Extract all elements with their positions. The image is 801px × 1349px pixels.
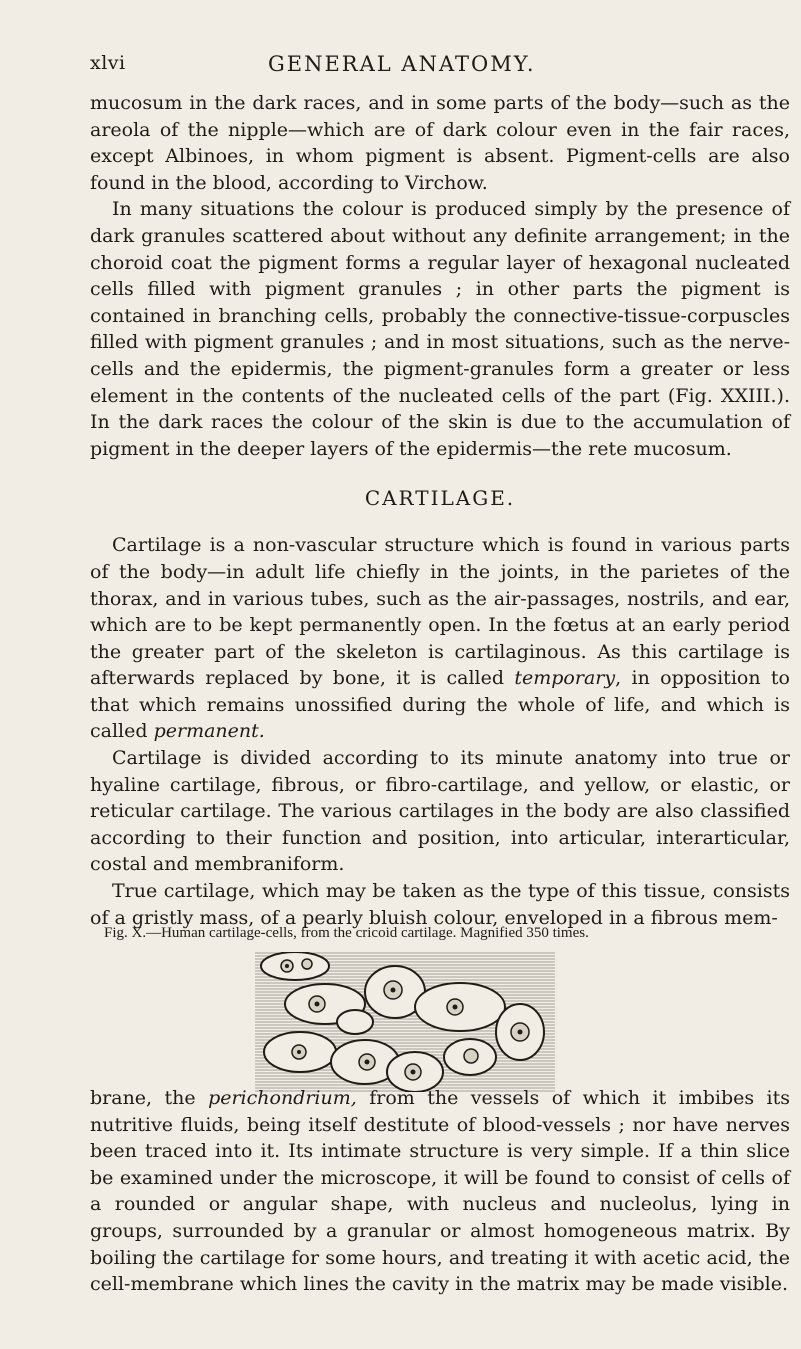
paragraph: In many situations the colour is produced simply by the presence of dark granules scattered about without any definite arrangement; in the choroid coat the pigment forms a regular layer of hexagonal nucleated cells filled with pigment granules ; in other parts the pigment is contained in branching cells, probably the connective-tissue-corpuscles filled with pigment granules ; and in most situations, such as the nerve-cells and the epidermis, the pigment-granules form a greater or less element in the contents of the nucleated cells of the part (Fig. XXIII.). In the dark races the colour of the skin is due to the accumulation of pigment in the deeper layers of the epidermis—the rete mucosum. — [90, 198, 790, 460]
text-block-top — [90, 90, 790, 931]
cartilage-cells-illustration — [255, 952, 555, 1092]
paragraph: brane, the perichondrium, from the vessels of which it imbibes its nutritive fluids, being itself destitute of blood-vessels ; nor have nerves been traced into it. Its intimate structure is very simple. If a thin slice be examined under the microscope, it will be found to consist of cells of a rounded or angular shape, with nucleus and nucleolus, lying in groups, surrounded by a granular or almost homogeneous matrix. By boiling the cartilage for some hours, and treating it with acetic acid, the cell-membrane which lines the cavity in the matrix may be made visible. — [90, 1087, 790, 1296]
text-block-bottom — [90, 1085, 790, 1298]
figure-caption: Fig. X.—Human cartilage-cells, from the cricoid cartilage. Magnified 350 times. — [104, 925, 589, 941]
section-heading: CARTILAGE. — [364, 486, 516, 511]
paragraph: Cartilage is a non-vascular structure which is found in various parts of the body—in adult life chiefly in the joints, in the parietes of the thorax, and in various tubes, such as the air-passages, nostrils, and ear, which are to be kept permanently open. In the fœtus at an early period the greater part of the skeleton is cartilaginous. As this cartilage is afterwards replaced by bone, it is called temporary, in opposition to that which remains unossified during the whole of life, and which is called permanent. — [90, 534, 790, 743]
running-title: GENERAL ANATOMY. — [268, 52, 536, 76]
paragraph: Cartilage is divided according to its minute anatomy into true or hyaline cartilage, fibrous, or fibro-cartilage, and yellow, or elastic, or reticular cartilage. The various cartilages in the body are also classified according to their function and position, into articular, interarticular, costal and membraniform. — [90, 747, 790, 876]
page-number: xlvi — [90, 52, 126, 74]
paragraph: mucosum in the dark races, and in some parts of the body—such as the areola of the nipple—which are of dark colour even in the fair races, except Albinoes, in whom pigment is absent. Pigment-cells are also found in the blood, according to Virchow. — [90, 92, 790, 194]
paragraph: True cartilage, which may be taken as the type of this tissue, consists of a gristly mass, of a pearly bluish colour, enveloped in a fibrous mem- — [90, 880, 790, 929]
